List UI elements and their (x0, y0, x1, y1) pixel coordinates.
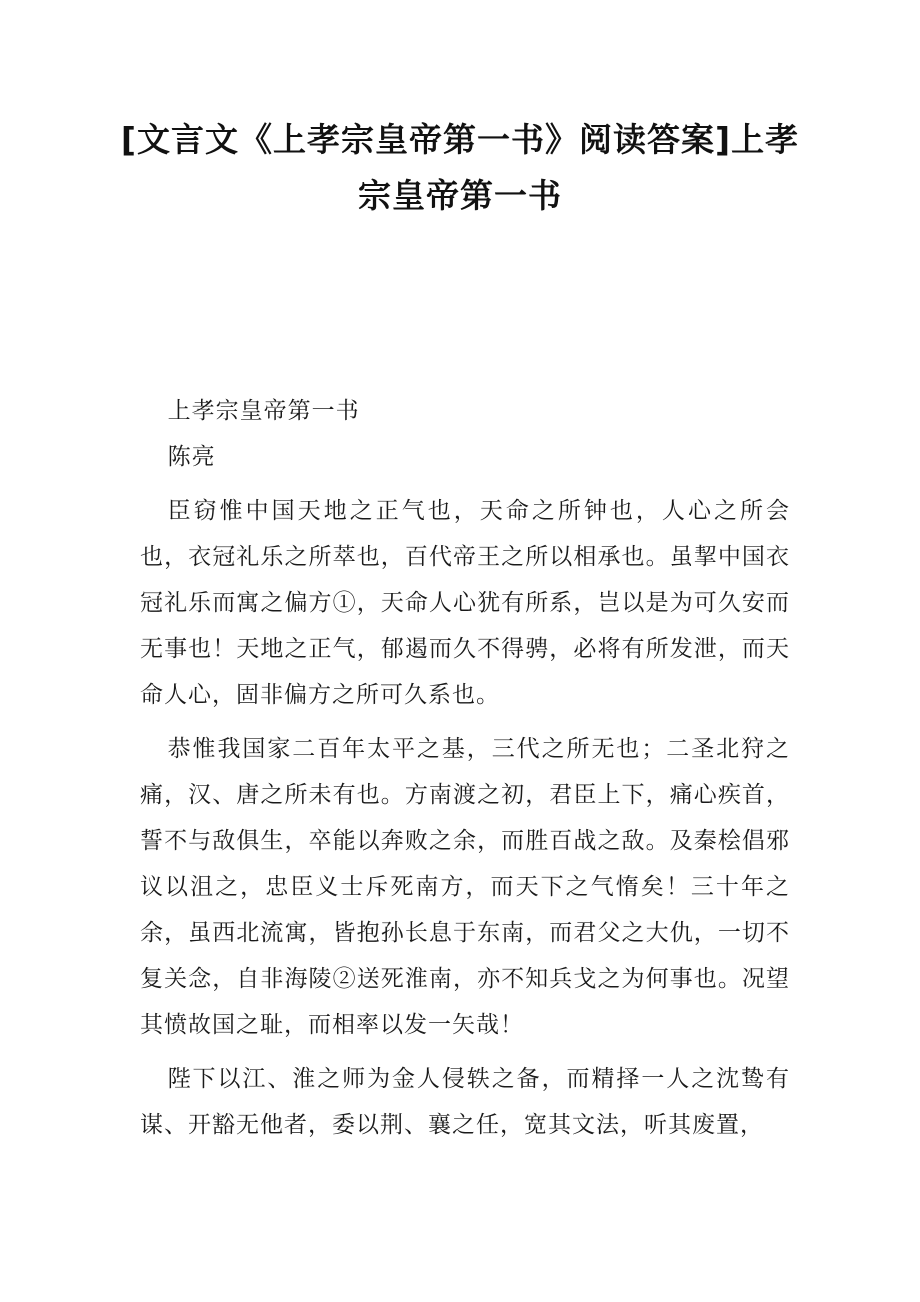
document-body (140, 388, 790, 1148)
document-title: [文言文《上孝宗皇帝第一书》阅读答案]上孝宗皇帝第一书 (120, 120, 800, 215)
paragraph-2: 恭惟我国家二百年太平之基，三代之所无也；二圣北狩之痛，汉、唐之所未有也。方南渡之初，君臣上下，痛心疾首，誓不与敌俱生，卒能以奔败之余，而胜百战之敌。及秦桧倡邪议以沮之，忠臣义士斥死南方，而天下之气惰矣！三十年之余，虽西北流寓，皆抱孙长息于东南，而君父之大仇，一切不复关念，自非海陵②送死淮南，亦不知兵戈之为何事也。况望其愤故国之耻，而相率以发一矢哉！ (140, 736, 790, 1038)
essay-title: 上孝宗皇帝第一书 (167, 398, 360, 424)
paragraph-1: 臣窃惟中国天地之正气也，天命之所钟也，人心之所会也，衣冠礼乐之所萃也，百代帝王之所以相承也。虽挈中国衣冠礼乐而寓之偏方①，天命人心犹有所系，岂以是为可久安而无事也！天地之正气，郁遏而久不得骋，必将有所发泄，而天命人心，固非偏方之所可久系也。 (140, 498, 790, 708)
paragraph-3: 陛下以江、淮之师为金人侵轶之备，而精择一人之沈鸷有谋、开豁无他者，委以荆、襄之任，宽其文法，听其废置， (140, 1066, 790, 1138)
author-name: 陈亮 (167, 444, 216, 470)
